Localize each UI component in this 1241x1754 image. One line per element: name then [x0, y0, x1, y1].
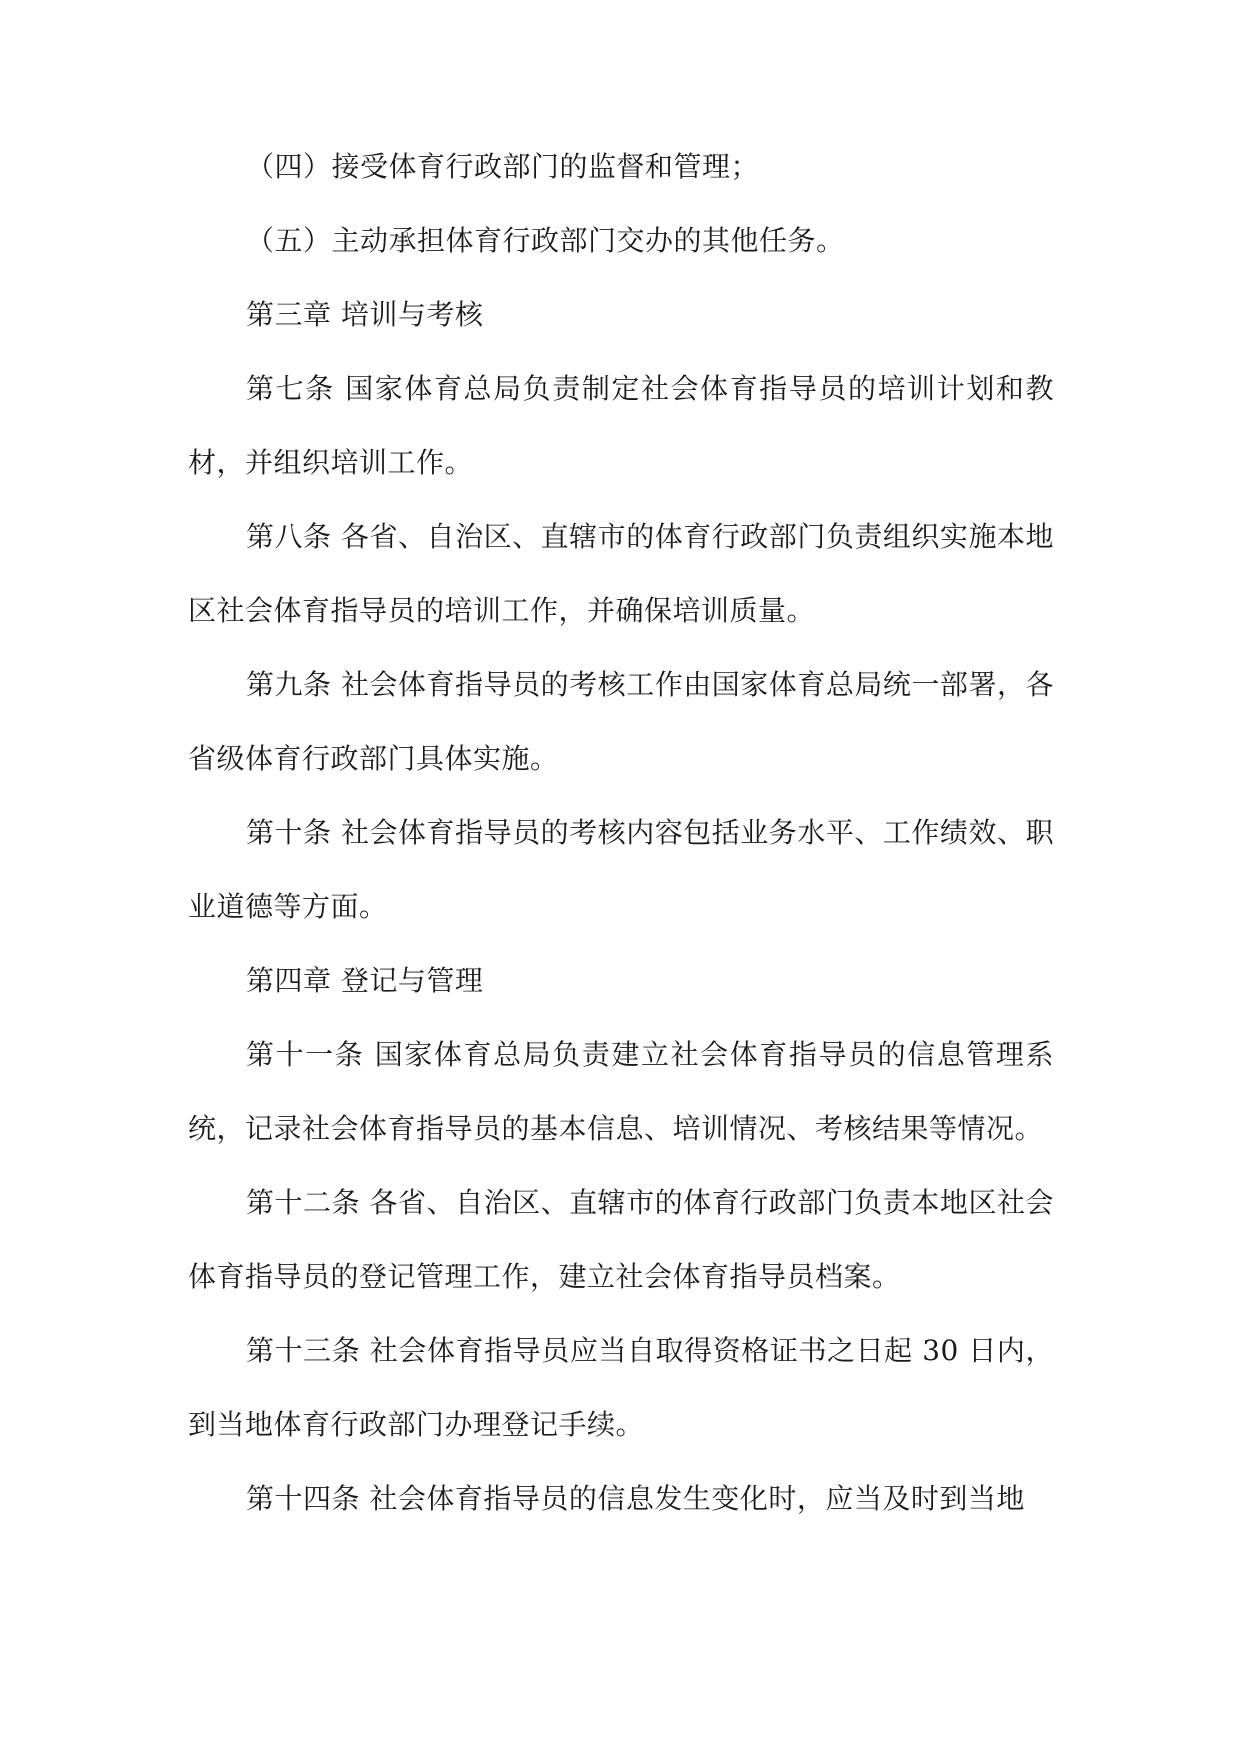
- document-body: [188, 130, 1054, 1536]
- article-12: 第十二条 各省、自治区、直辖市的体育行政部门负责本地区社会体育指导员的登记管理工作，建立社会体育指导员档案。: [188, 1186, 1054, 1293]
- article-8: 第八条 各省、自治区、直辖市的体育行政部门负责组织实施本地区社会体育指导员的培训工作，并确保培训质量。: [188, 520, 1054, 627]
- article-11: 第十一条 国家体育总局负责建立社会体育指导员的信息管理系统，记录社会体育指导员的基本信息、培训情况、考核结果等情况。: [188, 1038, 1054, 1145]
- article-14: 第十四条 社会体育指导员的信息发生变化时，应当及时到当地: [246, 1482, 1025, 1515]
- chapter-heading-4: 第四章 登记与管理: [246, 964, 484, 997]
- article-9: 第九条 社会体育指导员的考核工作由国家体育总局统一部署，各省级体育行政部门具体实施。: [188, 668, 1054, 775]
- chapter-heading-3: 第三章 培训与考核: [246, 298, 484, 331]
- clause-item-4: （四）接受体育行政部门的监督和管理；: [246, 150, 760, 183]
- article-7: 第七条 国家体育总局负责制定社会体育指导员的培训计划和教材，并组织培训工作。: [188, 372, 1054, 479]
- clause-item-5: （五）主动承担体育行政部门交办的其他任务。: [246, 224, 845, 257]
- article-13: 第十三条 社会体育指导员应当自取得资格证书之日起 30 日内，到当地体育行政部门办理登记手续。: [188, 1334, 1054, 1441]
- article-10: 第十条 社会体育指导员的考核内容包括业务水平、工作绩效、职业道德等方面。: [188, 816, 1054, 923]
